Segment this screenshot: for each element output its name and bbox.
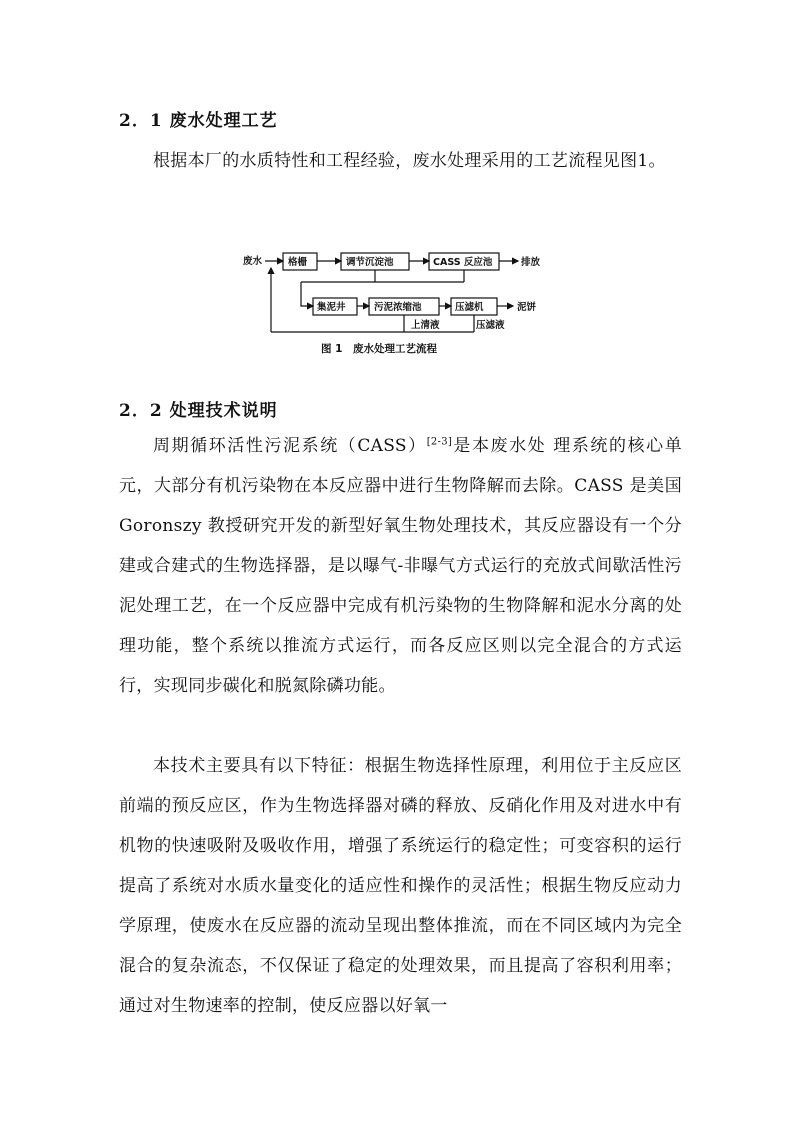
input-label: 废水	[243, 256, 263, 267]
svg-text:格栅: 格栅	[288, 257, 308, 268]
paragraph-cass-body: 是本废水处 理系统的核心单元，大部分有机污染物在本反应器中进行生物降解而去除。CASS 是美国 Goronszy 教授研究开发的新型好氧生物处理技术，其反应器设有一个分建或合建式的生物选择器，是以曝气-非曝气方式运行的充放式间歇活性污泥处理工艺，在一个反应器中完成有机污染物的生物降解和泥水分离的处理功能，整个系统以推流方式运行，而各反应区则以完全混合的方式运行，实现同步碳化和脱氮除磷功能。	[119, 436, 682, 696]
paragraph-cass-lead: 周期循环活性污泥系统（CASS）	[153, 436, 427, 456]
svg-text:CASS 反应池: CASS 反应池	[433, 257, 493, 268]
svg-text:压滤机: 压滤机	[455, 302, 484, 313]
box-filter-press	[451, 298, 497, 315]
process-flow-diagram	[243, 244, 563, 364]
paragraph-features: 本技术主要具有以下特征：根据生物选择性原理，利用位于主反应区前端的预反应区，作为生物选择器对磷的释放、反硝化作用及对进水中有机物的快速吸附及吸收作用，增强了系统运行的稳定性；可变容积的运行提高了系统对水质水量变化的适应性和操作的灵活性；根据生物反应动力学原理，使废水在反应器的流动呈现出整体推流，而在不同区域内为完全混合的复杂流态，不仅保证了稳定的处理效果，而且提高了容积利用率；通过对生物速率的控制，使反应器以好氧一	[119, 756, 682, 1016]
section-heading-2-2: 2．2 处理技术说明	[119, 401, 278, 421]
output-discharge-label: 排放	[521, 257, 541, 268]
svg-text:污泥浓缩池: 污泥浓缩池	[374, 302, 422, 313]
output-cake-label: 泥饼	[517, 302, 537, 313]
svg-text:调节沉淀池: 调节沉淀池	[346, 257, 394, 268]
box-cass-reactor	[429, 253, 499, 270]
box-sludge-thickener	[369, 298, 439, 315]
section-heading-2-1: 2．1 废水处理工艺	[119, 111, 278, 131]
figure-caption: 图 1 废水处理工艺流程	[321, 343, 437, 355]
return-supernatant-label: 上清液	[411, 320, 440, 331]
citation-ref: [2-3]	[426, 436, 453, 448]
paragraph-process-intro: 根据本厂的水质特性和工程经验，废水处理采用的工艺流程见图1。	[153, 151, 666, 171]
paragraph-cass-description	[119, 426, 682, 706]
return-filtrate-label: 压滤液	[476, 320, 505, 331]
box-screen	[283, 253, 317, 270]
svg-text:集泥井: 集泥井	[317, 302, 346, 313]
box-equalization-tank	[341, 253, 409, 270]
box-sludge-well	[313, 298, 357, 315]
